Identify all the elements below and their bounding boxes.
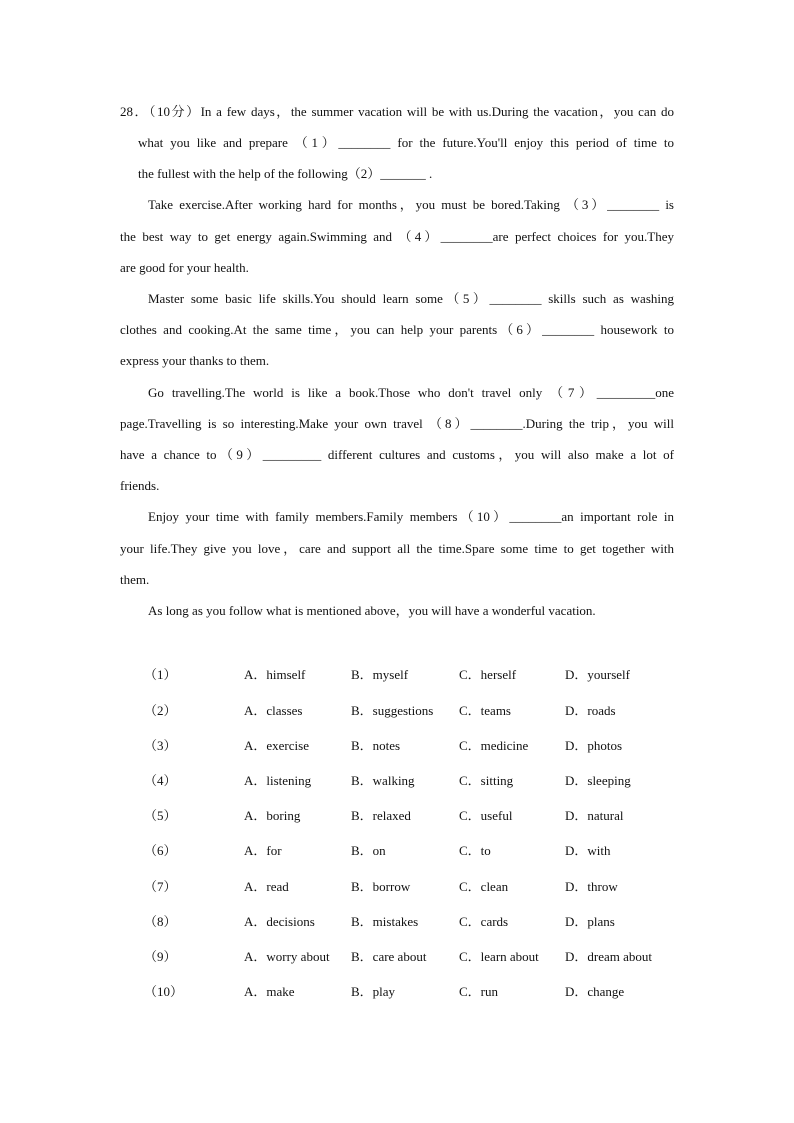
passage-line: Master some basic life skills.You should learn some（5）________ skills such as washing <box>148 291 674 306</box>
passage-line: As long as you follow what is mentioned above，you will have a wonderful vacation. <box>148 603 596 618</box>
question-number: （7） <box>144 879 177 894</box>
option-c: C．clean <box>459 879 509 894</box>
passage-line: express your thanks to them. <box>120 353 270 368</box>
option-a: A．read <box>244 879 289 894</box>
question-number: （9） <box>144 949 177 964</box>
passage-line: Go travelling.The world is like a book.Those who don't travel only （7）_________one <box>148 385 674 400</box>
option-d: D．plans <box>565 914 615 929</box>
option-b: B．care about <box>351 949 427 964</box>
option-b: B．mistakes <box>351 914 419 929</box>
question-number: （2） <box>144 703 177 718</box>
option-d: D．throw <box>565 879 618 894</box>
option-row <box>0 666 794 684</box>
question-number: （6） <box>144 843 177 858</box>
question-number: （4） <box>144 773 177 788</box>
option-row <box>0 913 794 931</box>
option-c: C．learn about <box>459 949 539 964</box>
option-a: A．listening <box>244 773 312 788</box>
passage-line: Take exercise.After working hard for months，you must be bored.Taking （3）________ is <box>148 197 674 212</box>
option-a: A．classes <box>244 703 303 718</box>
option-b: B．relaxed <box>351 808 411 823</box>
option-b: B．walking <box>351 773 415 788</box>
option-row <box>0 807 794 825</box>
question-number: （10） <box>144 984 184 999</box>
option-c: C．herself <box>459 667 517 682</box>
option-d: D．roads <box>565 703 616 718</box>
question-number: （5） <box>144 808 177 823</box>
option-c: C．teams <box>459 703 511 718</box>
option-row <box>0 878 794 896</box>
passage-line: friends. <box>120 478 160 493</box>
option-b: B．suggestions <box>351 703 434 718</box>
option-row <box>0 983 794 1001</box>
option-d: D．natural <box>565 808 624 823</box>
option-d: D．yourself <box>565 667 630 682</box>
passage-line: are good for your health. <box>120 260 249 275</box>
option-c: C．cards <box>459 914 509 929</box>
option-b: B．on <box>351 843 386 858</box>
option-row <box>0 737 794 755</box>
option-a: A．worry about <box>244 949 330 964</box>
passage-line: the best way to get energy again.Swimming and （4）________are perfect choices for you.They <box>120 229 674 244</box>
option-row <box>0 842 794 860</box>
option-c: C．sitting <box>459 773 514 788</box>
option-a: A．decisions <box>244 914 315 929</box>
option-a: A．himself <box>244 667 306 682</box>
option-c: C．to <box>459 843 491 858</box>
question-number: （3） <box>144 738 177 753</box>
option-row <box>0 948 794 966</box>
option-d: D．photos <box>565 738 623 753</box>
option-d: D．sleeping <box>565 773 631 788</box>
option-c: C．run <box>459 984 499 999</box>
option-b: B．borrow <box>351 879 411 894</box>
option-a: A．for <box>244 843 282 858</box>
passage-line: your life.They give you love，care and support all the time.Spare some time to get together with <box>120 541 674 556</box>
question-number: （1） <box>144 667 177 682</box>
option-d: D．change <box>565 984 625 999</box>
option-a: A．exercise <box>244 738 309 753</box>
option-d: D．with <box>565 843 611 858</box>
passage-line: them. <box>120 572 150 587</box>
option-b: B．myself <box>351 667 409 682</box>
option-c: C．useful <box>459 808 513 823</box>
passage-line: what you like and prepare （1）________ for the future.You'll enjoy this period of time to <box>138 135 674 150</box>
option-b: B．notes <box>351 738 401 753</box>
passage-line: Enjoy your time with family members.Family members（10）________an important role in <box>148 509 674 524</box>
option-row <box>0 702 794 720</box>
option-row <box>0 772 794 790</box>
passage-line: 28．（10分）In a few days，the summer vacation will be with us.During the vacation，you can do <box>120 104 674 119</box>
passage-line: clothes and cooking.At the same time，you can help your parents（6）________ housework to <box>120 322 674 337</box>
option-d: D．dream about <box>565 949 653 964</box>
passage-line: have a chance to（9）_________ different cultures and customs，you will also make a lot of <box>120 447 674 462</box>
passage-line: page.Travelling is so interesting.Make your own travel （8）________.During the trip，you will <box>120 416 674 431</box>
option-a: A．boring <box>244 808 301 823</box>
option-a: A．make <box>244 984 295 999</box>
passage-line: the fullest with the help of the following（2）_______ . <box>138 166 433 181</box>
question-number: （8） <box>144 914 177 929</box>
option-b: B．play <box>351 984 396 999</box>
option-c: C．medicine <box>459 738 529 753</box>
